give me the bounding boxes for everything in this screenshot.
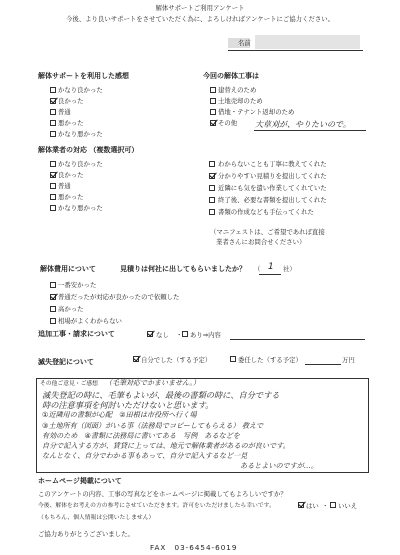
q2-option-label: 借地・テナント返却のため	[218, 108, 295, 116]
q1-option-label: かなり良かった	[58, 86, 103, 94]
homepage-checkbox-no[interactable]	[330, 502, 336, 508]
comment-line: 有効のため ④書類に法務局に書いてある 写例 あるなどを	[42, 430, 240, 440]
q4-title: 解体費用について	[40, 265, 96, 273]
q3b-note-2: 業者さんにお問合せください）	[216, 238, 306, 246]
q3b-note-1: （マニフェストは、ご希望であれば直接	[210, 228, 325, 236]
q3-option-label: かなり悪かった	[58, 204, 103, 212]
homepage-question: このアンケートの内容、工事の写真などをホームページに掲載してもよろしいですか？	[38, 490, 287, 498]
name-redaction	[255, 35, 360, 49]
comment-line: ③土地所有（図面）がいる事（法務局でコピーしてもらえる） 教えで	[42, 420, 264, 430]
q3-option-label: 普通	[58, 182, 71, 190]
q6-amount-line	[305, 364, 341, 365]
q4-count-underline	[259, 274, 281, 275]
comments-label: その他ご意見・ご感想	[40, 381, 98, 387]
q3-checkbox-2[interactable]	[50, 183, 56, 189]
q3-title: 解体業者の対応 （複数選択可）	[38, 146, 139, 154]
q2-checkbox-2[interactable]	[210, 109, 216, 115]
q6-checkbox-self[interactable]	[133, 356, 139, 362]
q4-checkbox-2[interactable]	[50, 306, 56, 312]
homepage-label-yes: はい	[306, 502, 319, 510]
q1-option-label: かなり悪かった	[58, 130, 103, 138]
q4-checkbox-3[interactable]	[50, 318, 56, 324]
q3-checkbox-1[interactable]	[50, 172, 56, 178]
q4-option-label: 一番安かった	[58, 281, 97, 289]
q3b-option-label: 分かりやすい見積りを提出してくれた	[218, 172, 327, 180]
q1-checkbox-4[interactable]	[50, 131, 56, 137]
q4-checkbox-1[interactable]	[50, 294, 56, 300]
q1-checkbox-3[interactable]	[50, 120, 56, 126]
homepage-checkbox-yes[interactable]	[298, 502, 304, 508]
homepage-note: 今後、解体をお考えの方の参考にさせていただきます。許可をいただけましたら幸いです。	[38, 503, 275, 509]
q3b-checkbox-2[interactable]	[209, 185, 215, 191]
name-underline	[228, 50, 363, 51]
q3b-option-label: 終了後、必要な書類を提出してくれた	[218, 196, 327, 204]
q3-option-label: 良かった	[58, 171, 84, 179]
homepage-label-no: いいえ	[338, 502, 358, 510]
q3-option-label: 悪かった	[58, 193, 84, 201]
q5-checkbox-none[interactable]	[147, 331, 153, 337]
fax-number: FAX 03-6454-6019	[150, 543, 238, 552]
q1-checkbox-1[interactable]	[50, 98, 56, 104]
comment-line: 自分で記入する方が、賃貸に上っては、地元で解体業者があるのが良いです。	[42, 441, 290, 450]
q2-checkbox-3[interactable]	[210, 120, 216, 126]
q3-checkbox-3[interactable]	[50, 194, 56, 200]
q5-checkbox-yes[interactable]	[182, 331, 188, 337]
q5-label-none: なし	[156, 331, 169, 339]
q1-checkbox-2[interactable]	[50, 109, 56, 115]
q4-option-label: 高かった	[58, 305, 84, 313]
q5-content-line	[230, 339, 365, 340]
q4-estimate-count: 1	[268, 262, 274, 272]
q3-option-label: かなり良かった	[58, 160, 103, 168]
q1-title: 解体サポートを利用した感想	[38, 72, 129, 80]
q4-option-label: 普通だったが対応が良かったので依頼した	[58, 293, 180, 301]
q2-other-underline	[254, 130, 366, 131]
thanks-text: ご協力ありがとうございました。	[38, 530, 134, 538]
q6-title: 滅失登記について	[38, 358, 94, 366]
q2-option-label: その他	[218, 119, 238, 127]
q6-currency: 万円	[342, 356, 355, 364]
q6-checkbox-delegate[interactable]	[230, 356, 236, 362]
document-subtitle: 今後、より良いサポートをさせていただく為に、よろしければアンケートにご協力ください。	[65, 15, 335, 23]
q4-option-label: 相場がよくわからない	[58, 317, 122, 325]
q6-label-delegate: 委任した（する予定）	[238, 356, 302, 364]
name-label: 名前	[238, 39, 251, 47]
comment-line: 時の注意事項を何討いただけないと思います。	[42, 400, 214, 411]
q5-title: 追加工事・請求について	[38, 330, 115, 338]
q3b-checkbox-1[interactable]	[209, 173, 215, 179]
q3-checkbox-4[interactable]	[50, 205, 56, 211]
homepage-separator: ・	[322, 502, 329, 510]
q2-checkbox-0[interactable]	[210, 87, 216, 93]
comments-note: （毛筆対応でかまいません。）	[105, 379, 200, 387]
q3b-checkbox-4[interactable]	[209, 209, 215, 215]
q3b-option-label: わからないことも丁寧に教えてくれた	[218, 160, 327, 168]
q3b-checkbox-0[interactable]	[209, 161, 215, 167]
q4-estimate-question: 見積りは何社に出してもらいましたか？	[120, 265, 246, 273]
q5-separator: ・	[176, 331, 183, 339]
homepage-title: ホームページ掲載について	[38, 477, 122, 485]
q4-unit: 社）	[283, 265, 296, 273]
q2-option-label: 建替えのため	[218, 86, 257, 94]
homepage-private: （もちろん、個人情報は公開いたしません）	[38, 515, 155, 521]
q3-checkbox-0[interactable]	[50, 161, 56, 167]
q5-label-yes: あり⇒内容	[190, 331, 221, 339]
q2-option-label: 土地売却のため	[218, 97, 263, 105]
q3b-option-label: 近隣にも気を遣い作業してくれていた	[218, 184, 327, 192]
q2-other-handwritten: 大草刈が、やりたいので。	[255, 120, 351, 129]
comment-line: なんとなく、自分でわかる事もあって、自分で記入するなど一見	[42, 451, 248, 461]
comment-line: 滅失登記の時に、毛筆もよいが、最後の書類の時に、自分でする	[42, 390, 280, 400]
q2-title: 今回の解体工事は	[203, 72, 259, 80]
q4-paren-open: （	[254, 265, 261, 273]
q4-checkbox-0[interactable]	[50, 282, 56, 288]
q1-checkbox-0[interactable]	[50, 87, 56, 93]
q1-option-label: 普通	[58, 108, 71, 116]
comment-line: あるとよいのですが…。	[240, 461, 319, 471]
comment-line: ①近隣用の書類が心配 ②田根は市役所へ行く場	[42, 410, 197, 420]
q3b-checkbox-3[interactable]	[209, 197, 215, 203]
q1-option-label: 悪かった	[58, 119, 84, 127]
document-title: 解体サポートご利用アンケート	[155, 4, 245, 12]
q2-checkbox-1[interactable]	[210, 98, 216, 104]
q1-option-label: 良かった	[58, 97, 84, 105]
q6-label-self: 自分でした（する予定）	[141, 356, 212, 364]
q3b-option-label: 書類の作成なども手伝ってくれた	[218, 208, 314, 216]
